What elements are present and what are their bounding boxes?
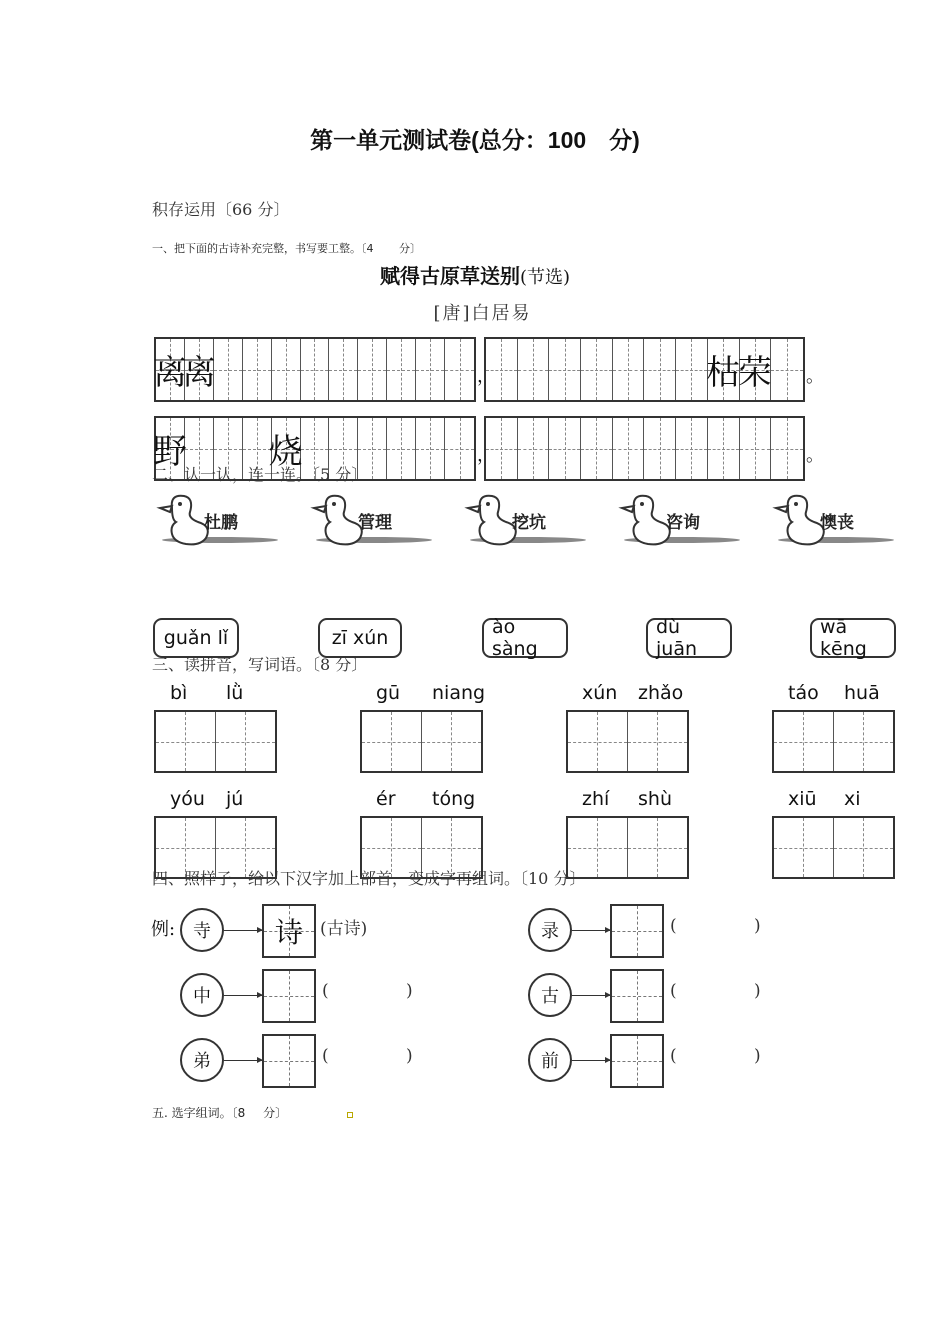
- poem-cell[interactable]: [152, 339, 187, 400]
- answer-box[interactable]: [262, 969, 316, 1023]
- poem-cell[interactable]: [272, 339, 301, 400]
- poem-cell[interactable]: [676, 418, 708, 479]
- duck-word-item[interactable]: [460, 494, 590, 550]
- mark-dot: [347, 1112, 353, 1118]
- word-answer-blank[interactable]: [332, 1044, 402, 1068]
- paren-close: ): [754, 981, 761, 1001]
- poem-char: [358, 339, 386, 400]
- pinyin-syllable: xi: [844, 788, 861, 810]
- source-char-circle: 弟: [180, 1038, 224, 1082]
- poem-char: [644, 418, 675, 479]
- poem-cell[interactable]: [243, 339, 272, 400]
- pinyin-pill[interactable]: zī xún: [318, 618, 402, 658]
- word-answer-blank[interactable]: [680, 1044, 750, 1068]
- answer-cell[interactable]: [774, 818, 834, 877]
- poem-cell[interactable]: [518, 339, 550, 400]
- comma: ，: [477, 445, 495, 466]
- duck-word: 咨询: [666, 513, 700, 533]
- poem-title: 赋得古原草送别: [379, 264, 520, 288]
- poem-char: 野: [152, 432, 187, 472]
- pinyin-syllable: lǜ: [226, 682, 244, 704]
- poem-cell[interactable]: [549, 418, 581, 479]
- pinyin-syllable: yóu: [170, 788, 205, 810]
- answer-cell[interactable]: [774, 712, 834, 771]
- pinyin-syllable: huā: [844, 682, 880, 704]
- poem-char: [272, 339, 300, 400]
- pinyin-syllable: táo: [788, 682, 819, 704]
- pinyin-syllable: bì: [170, 682, 188, 704]
- poem-cell[interactable]: [358, 339, 387, 400]
- poem-char: [243, 339, 271, 400]
- pinyin-syllable: shù: [638, 788, 672, 810]
- poem-cell[interactable]: [771, 418, 803, 479]
- period: 。: [806, 445, 824, 466]
- poem-cell[interactable]: [613, 339, 645, 400]
- duck-word-item[interactable]: [768, 494, 898, 550]
- page-title: 第一单元测试卷(总分：100 分): [310, 127, 640, 153]
- answer-grid[interactable]: [154, 710, 277, 773]
- duck-word-item[interactable]: [614, 494, 744, 550]
- answer-cell[interactable]: [422, 712, 482, 771]
- poem-char: [387, 418, 415, 479]
- example-label: 例:: [151, 919, 176, 940]
- comma: ，: [477, 366, 495, 387]
- pinyin-syllable: xún: [582, 682, 618, 704]
- poem-cell[interactable]: [301, 339, 330, 400]
- poem-char: [518, 418, 549, 479]
- poem-cell[interactable]: [581, 418, 613, 479]
- poem-char: [329, 339, 357, 400]
- poem-title-line: [0, 260, 950, 289]
- answer-cell[interactable]: [156, 712, 216, 771]
- poem-char: [676, 418, 707, 479]
- answer-grid[interactable]: [360, 710, 483, 773]
- source-char-circle: 前: [528, 1038, 572, 1082]
- arrow-icon: [224, 930, 262, 931]
- pinyin-syllable: gū: [376, 682, 401, 704]
- poem-cell[interactable]: [676, 339, 708, 400]
- poem-cell[interactable]: [445, 418, 474, 479]
- pinyin-syllable: jú: [226, 788, 244, 810]
- answer-cell[interactable]: [216, 712, 276, 771]
- example-word: (古诗): [320, 919, 368, 939]
- poem-char: [708, 418, 739, 479]
- answer-cell[interactable]: [628, 818, 688, 877]
- duck-word: 管理: [358, 513, 392, 533]
- poem-cell[interactable]: [613, 418, 645, 479]
- pinyin-pill[interactable]: ào sàng: [482, 618, 568, 658]
- poem-cell[interactable]: [445, 339, 474, 400]
- arrow-icon: [224, 995, 262, 996]
- poem-char: [416, 418, 444, 479]
- q3-instruction: 三、读拼音，写词语。〔8 分〕: [152, 655, 368, 674]
- poem-char: [581, 339, 612, 400]
- poem-char: [445, 339, 474, 400]
- poem-char: 烧: [268, 432, 303, 472]
- poem-cell[interactable]: [644, 418, 676, 479]
- word-answer-blank[interactable]: [332, 979, 402, 1003]
- period: 。: [806, 366, 824, 387]
- answer-grid[interactable]: [772, 710, 895, 773]
- paren-open: (: [670, 1046, 677, 1066]
- answer-box[interactable]: [262, 1034, 316, 1088]
- pinyin-syllable: xiū: [788, 788, 817, 810]
- answer-box[interactable]: [610, 969, 664, 1023]
- duck-word: 懊丧: [820, 513, 854, 533]
- poem-cell[interactable]: [740, 418, 772, 479]
- source-char-circle: 录: [528, 908, 572, 952]
- q5-instruction-tail: 分〕: [263, 1106, 288, 1120]
- poem-char: 离: [181, 353, 216, 393]
- poem-char: [613, 339, 644, 400]
- answer-grid[interactable]: [772, 816, 895, 879]
- source-char-circle: 古: [528, 973, 572, 1017]
- poem-char: [740, 418, 771, 479]
- result-char: 诗: [274, 916, 303, 949]
- poem-cell[interactable]: [771, 339, 803, 400]
- q5-instruction: [152, 1104, 287, 1121]
- poem-cell[interactable]: [486, 339, 518, 400]
- section-header: 积存运用〔66 分〕: [152, 200, 290, 219]
- poem-cell[interactable]: [708, 418, 740, 479]
- source-char-circle: 寺: [180, 908, 224, 952]
- answer-cell[interactable]: [568, 712, 628, 771]
- poem-cell[interactable]: [416, 339, 445, 400]
- paren-close: ): [406, 981, 413, 1001]
- pinyin-pill[interactable]: dù juān: [646, 618, 732, 658]
- pinyin-syllable: niang: [432, 682, 486, 704]
- poem-note: (节选): [519, 267, 571, 288]
- pinyin-syllable: zhǎo: [638, 682, 684, 704]
- answer-cell[interactable]: [362, 712, 422, 771]
- answer-box[interactable]: [610, 1034, 664, 1088]
- poem-char: [486, 339, 517, 400]
- answer-grid[interactable]: [566, 710, 689, 773]
- poem-char: [301, 339, 329, 400]
- word-answer-blank[interactable]: [680, 914, 750, 938]
- q1-instruction-text: 一、把下面的古诗补充完整，书写要工整。〔4: [152, 242, 374, 255]
- answer-box[interactable]: [610, 904, 664, 958]
- poem-char: [445, 418, 474, 479]
- poem-cell[interactable]: [518, 418, 550, 479]
- poem-char: [486, 418, 517, 479]
- arrow-icon: [224, 1060, 262, 1061]
- poem-author: [唐]白居易: [433, 303, 532, 324]
- poem-cell[interactable]: [329, 339, 358, 400]
- duck-word-item[interactable]: [152, 494, 282, 550]
- word-answer-blank[interactable]: [680, 979, 750, 1003]
- answer-cell[interactable]: [628, 712, 688, 771]
- q4-instruction: 四、照样子，给以下汉字加上部首，变成字再组词。〔10 分〕: [152, 869, 586, 888]
- arrow-icon: [572, 930, 610, 931]
- arrow-icon: [572, 995, 610, 996]
- paren-open: (: [322, 1046, 329, 1066]
- paren-open: (: [670, 916, 677, 936]
- answer-cell[interactable]: [834, 712, 894, 771]
- paren-open: (: [322, 981, 329, 1001]
- poem-char: [549, 418, 580, 479]
- answer-cell[interactable]: [834, 818, 894, 877]
- poem-cell[interactable]: [416, 418, 445, 479]
- poem-char: [613, 418, 644, 479]
- poem-char: [644, 339, 675, 400]
- poem-char: [549, 339, 580, 400]
- poem-cell[interactable]: [387, 418, 416, 479]
- poem-cell[interactable]: [549, 339, 581, 400]
- poem-cell[interactable]: [387, 339, 416, 400]
- pinyin-pill[interactable]: wā kēng: [810, 618, 896, 658]
- paren-close: ): [754, 916, 761, 936]
- poem-cell[interactable]: [214, 339, 243, 400]
- pinyin-pill[interactable]: guǎn lǐ: [153, 618, 239, 658]
- poem-char: [676, 339, 707, 400]
- pinyin-syllable: ér: [376, 788, 396, 810]
- q5-instruction-text: 五. 选字组词。〔8: [152, 1106, 246, 1120]
- poem-char: [416, 339, 444, 400]
- paren-open: (: [670, 981, 677, 1001]
- poem-char: [771, 418, 803, 479]
- poem-char: [518, 339, 549, 400]
- poem-char: 离: [152, 353, 187, 393]
- poem-char: [387, 339, 415, 400]
- poem-grid-row1-left[interactable]: [154, 337, 476, 402]
- q2-instruction: 二、认一认，连一连。〔5 分〕: [152, 465, 368, 484]
- source-char-circle: 中: [180, 973, 224, 1017]
- arrow-icon: [572, 1060, 610, 1061]
- poem-char: [581, 418, 612, 479]
- duck-word-item[interactable]: [306, 494, 436, 550]
- answer-box[interactable]: [262, 904, 316, 958]
- poem-char: [771, 339, 803, 400]
- poem-cell[interactable]: [581, 339, 613, 400]
- poem-cell[interactable]: [644, 339, 676, 400]
- poem-cell[interactable]: [486, 418, 518, 479]
- paren-close: ): [406, 1046, 413, 1066]
- poem-cell[interactable]: [737, 339, 772, 400]
- pinyin-syllable: tóng: [432, 788, 476, 810]
- poem-cell[interactable]: [181, 339, 216, 400]
- paren-close: ): [754, 1046, 761, 1066]
- pinyin-syllable: zhí: [582, 788, 610, 810]
- poem-char: [214, 339, 242, 400]
- q1-instruction-tail: 分〕: [399, 242, 421, 255]
- duck-word: 杜鹏: [204, 513, 238, 533]
- poem-grid-row1-right[interactable]: [484, 337, 805, 402]
- poem-char: 荣: [737, 353, 772, 393]
- poem-grid-row2-right[interactable]: [484, 416, 805, 481]
- q1-instruction: [152, 240, 421, 256]
- duck-word: 挖坑: [512, 513, 546, 533]
- poem-cell[interactable]: [708, 339, 740, 400]
- poem-char: 枯: [706, 353, 741, 393]
